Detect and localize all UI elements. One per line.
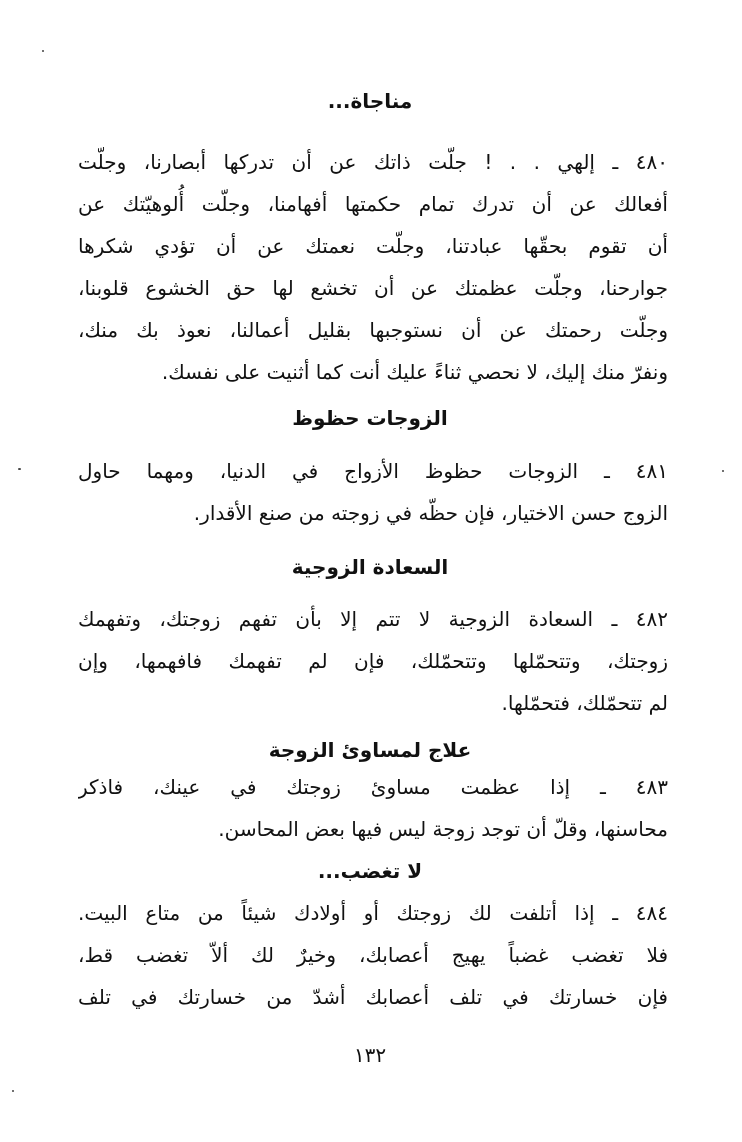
text-line: محاسنها، وقلّ أن توجد زوجة ليس فيها بعض المحاسن. bbox=[218, 817, 668, 841]
section-heading-zawjat-huzuz: الزوجات حظوظ bbox=[292, 406, 448, 430]
paragraph-482 bbox=[78, 598, 668, 724]
text-line: وجلّت رحمتك عن أن نستوجبها بقليل أعمالنا، نعوذ بك منك، bbox=[78, 318, 668, 342]
section-heading-saada-zawjiya: السعادة الزوجية bbox=[291, 555, 449, 579]
text-line: جوارحنا، وجلّت عظمتك عن أن تخشع لها حق الخشوع قلوبنا، bbox=[78, 276, 668, 300]
text-line: ٤٨٠ ـ إلهي . . ! جلّت ذاتك عن أن تدركها أبصارنا، وجلّت bbox=[78, 150, 668, 174]
text-line: فإن خسارتك في تلف أعصابك أشدّ من خسارتك في تلف bbox=[78, 985, 668, 1009]
paragraph-483 bbox=[78, 766, 668, 850]
text-line: أفعالك عن أن تدرك تمام حكمتها أفهامنا، وجلّت أُلوهيّتك عن bbox=[78, 192, 668, 216]
scan-speck bbox=[18, 468, 21, 470]
paragraph-481 bbox=[78, 450, 668, 534]
page-number: ١٣٢ bbox=[353, 1043, 387, 1067]
text-line: ونفرّ منك إليك، لا نحصي ثناءً عليك أنت كما أثنيت على نفسك. bbox=[161, 360, 668, 384]
paragraph-484 bbox=[78, 892, 668, 1018]
text-line: ٤٨٢ ـ السعادة الزوجية لا تتم إلا بأن تفهم زوجتك، وتفهمك bbox=[78, 607, 668, 631]
section-heading-la-taghdab: لا تغضب... bbox=[317, 859, 423, 883]
text-line: ٤٨٣ ـ إذا عظمت مساوئ زوجتك في عينك، فاذكر bbox=[78, 775, 668, 799]
text-line: ٤٨١ ـ الزوجات حظوظ الأزواج في الدنيا، ومهما حاول bbox=[78, 459, 668, 483]
text-line: أن تقوم بحقّها عبادتنا، وجلّت نعمتك عن أن تؤدي شكرها bbox=[78, 234, 668, 258]
text-line: زوجتك، وتتحمّلها وتتحمّلك، فإن لم تفهمك فافهمها، وإن bbox=[78, 649, 668, 673]
scan-speck bbox=[42, 50, 44, 52]
text-line: الزوج حسن الاختيار، فإن حظّه في زوجته من صنع الأقدار. bbox=[193, 501, 668, 525]
paragraph-480 bbox=[78, 141, 668, 393]
text-line: فلا تغضب غضباً يهيج أعصابك، وخيرٌ لك ألاّ تغضب قط، bbox=[78, 943, 668, 967]
section-heading-munajat: مناجاة... bbox=[327, 89, 413, 113]
text-line: ٤٨٤ ـ إذا أتلفت لك زوجتك أو أولادك شيئاً من متاع البيت. bbox=[78, 901, 668, 925]
scan-speck bbox=[722, 470, 724, 472]
scan-speck bbox=[12, 1090, 14, 1092]
text-line: لم تتحمّلك، فتحمّلها. bbox=[501, 691, 668, 715]
section-heading-ilaj-masawi: علاج لمساوئ الزوجة bbox=[268, 738, 472, 762]
